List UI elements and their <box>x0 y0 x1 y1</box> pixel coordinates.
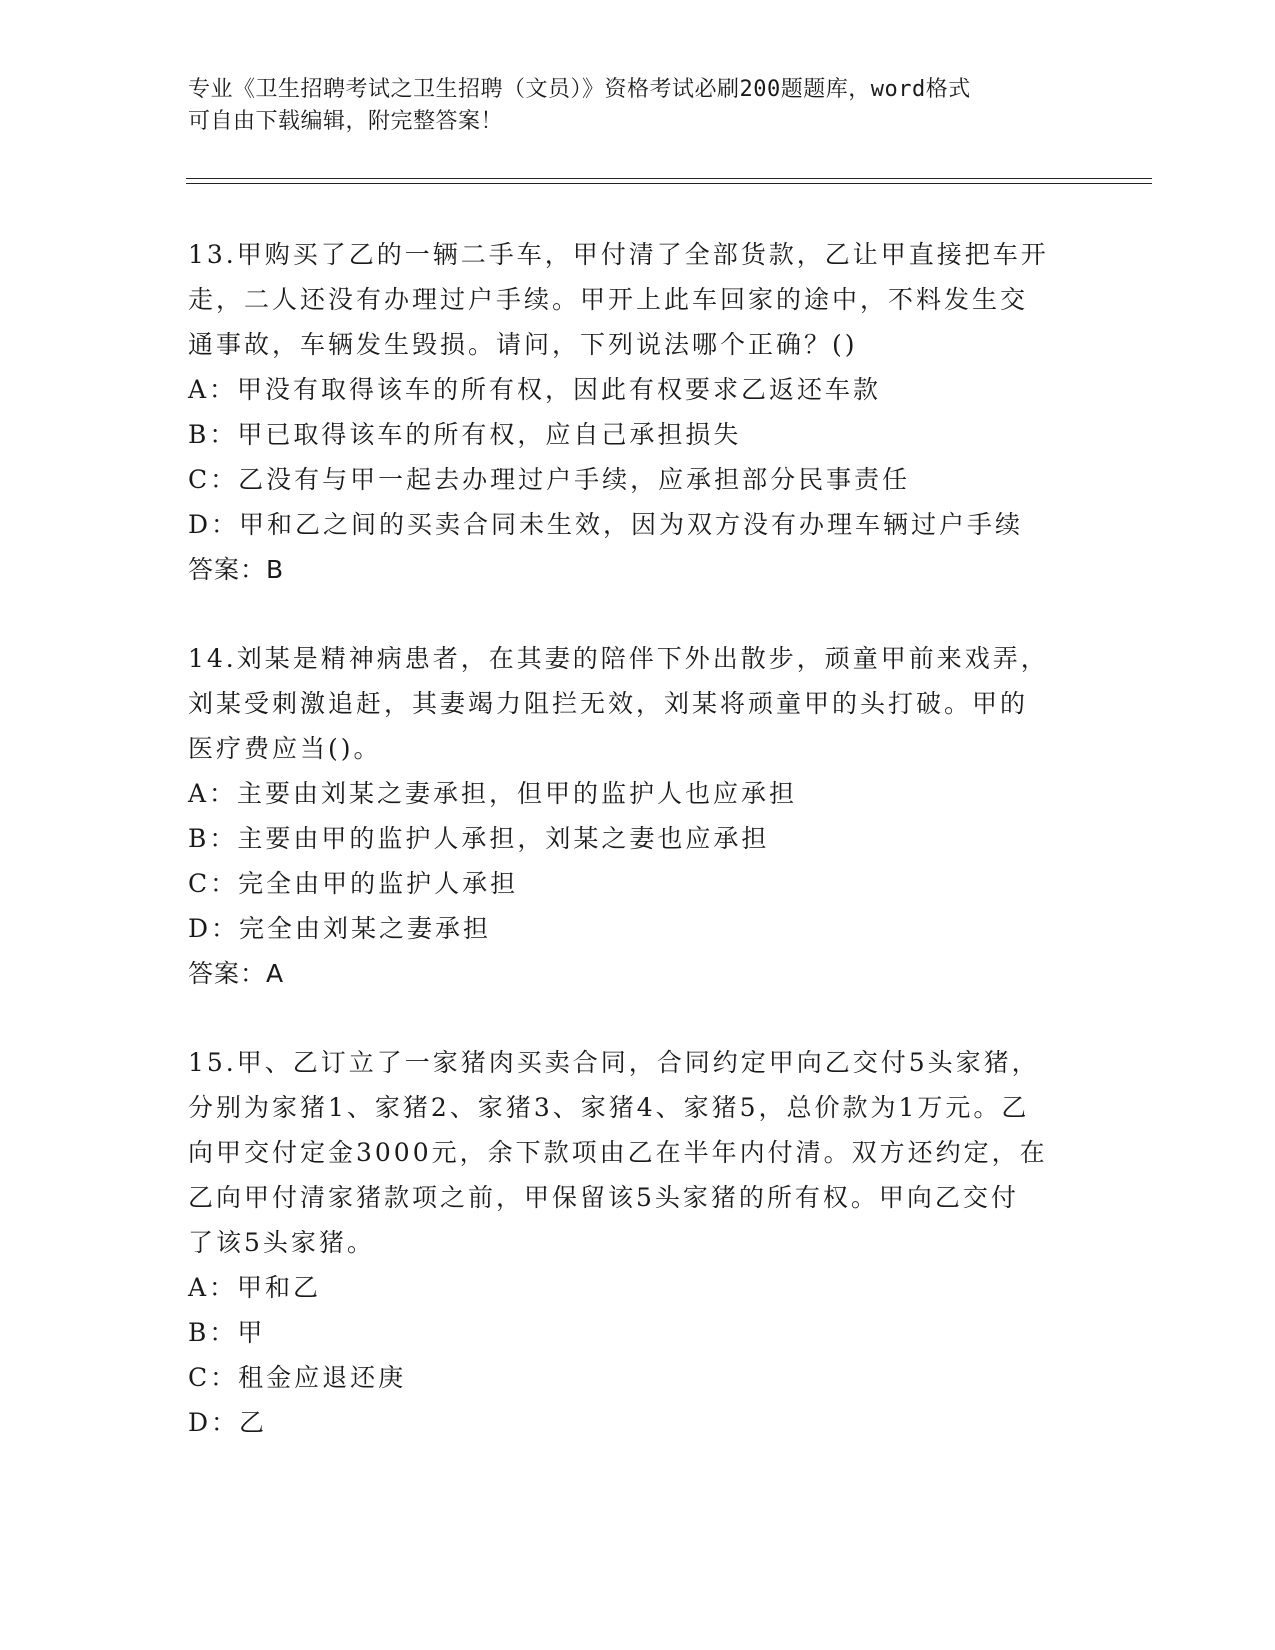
option-a: A：主要由刘某之妻承担，但甲的监护人也应承担 <box>188 779 798 808</box>
question-stem-line: 向甲交付定金3000元，余下款项由乙在半年内付清。双方还约定，在 <box>188 1138 1048 1167</box>
question-stem-line: 走，二人还没有办理过户手续。甲开上此车回家的途中，不料发生交 <box>188 285 1029 314</box>
option-c: C：租金应退还庚 <box>188 1363 407 1392</box>
option-a: A：甲和乙 <box>188 1273 322 1302</box>
question-15 <box>188 1040 1088 1445</box>
document-header <box>188 74 1088 138</box>
question-stem-line: 分别为家猪1、家猪2、家猪3、家猪4、家猪5，总价款为1万元。乙 <box>188 1093 1030 1122</box>
option-d: D：甲和乙之间的买卖合同未生效，因为双方没有办理车辆过户手续 <box>188 510 1024 539</box>
option-c: C：乙没有与甲一起去办理过户手续，应承担部分民事责任 <box>188 465 911 494</box>
question-stem-line: 13.甲购买了乙的一辆二手车，甲付清了全部货款，乙让甲直接把车开 <box>188 240 1049 269</box>
question-13 <box>188 232 1088 592</box>
header-divider-top <box>186 178 1152 179</box>
option-b: B：甲 <box>188 1318 266 1347</box>
option-b: B：甲已取得该车的所有权，应自己承担损失 <box>188 420 742 449</box>
option-b: B：主要由甲的监护人承担，刘某之妻也应承担 <box>188 824 770 853</box>
option-d: D：乙 <box>188 1408 268 1437</box>
option-c: C：完全由甲的监护人承担 <box>188 869 519 898</box>
option-a: A：甲没有取得该车的所有权，因此有权要求乙返还车款 <box>188 375 882 404</box>
question-stem-line: 通事故，车辆发生毁损。请问，下列说法哪个正确？() <box>188 330 858 359</box>
header-title-line-2: 可自由下载编辑，附完整答案！ <box>188 109 504 134</box>
answer-label: 答案：B <box>188 555 285 584</box>
question-list <box>188 232 1088 1489</box>
question-stem-line: 乙向甲付清家猪款项之前，甲保留该5头家猪的所有权。甲向乙交付 <box>188 1183 1019 1212</box>
question-stem-line: 15.甲、乙订立了一家猪肉买卖合同，合同约定甲向乙交付5头家猪， <box>188 1048 1040 1077</box>
option-d: D：完全由刘某之妻承担 <box>188 914 492 943</box>
question-stem-line: 14.刘某是精神病患者，在其妻的陪伴下外出散步，顽童甲前来戏弄， <box>188 644 1049 673</box>
answer-label: 答案：A <box>188 959 285 988</box>
question-stem-line: 医疗费应当()。 <box>188 734 382 763</box>
header-divider-bottom <box>186 183 1152 184</box>
question-14 <box>188 636 1088 996</box>
question-stem-line: 刘某受刺激追赶，其妻竭力阻拦无效，刘某将顽童甲的头打破。甲的 <box>188 689 1029 718</box>
question-stem-line: 了该5头家猪。 <box>188 1228 375 1257</box>
header-title-line-1: 专业《卫生招聘考试之卫生招聘（文员）》资格考试必刷200题题库，word格式 <box>188 77 971 102</box>
